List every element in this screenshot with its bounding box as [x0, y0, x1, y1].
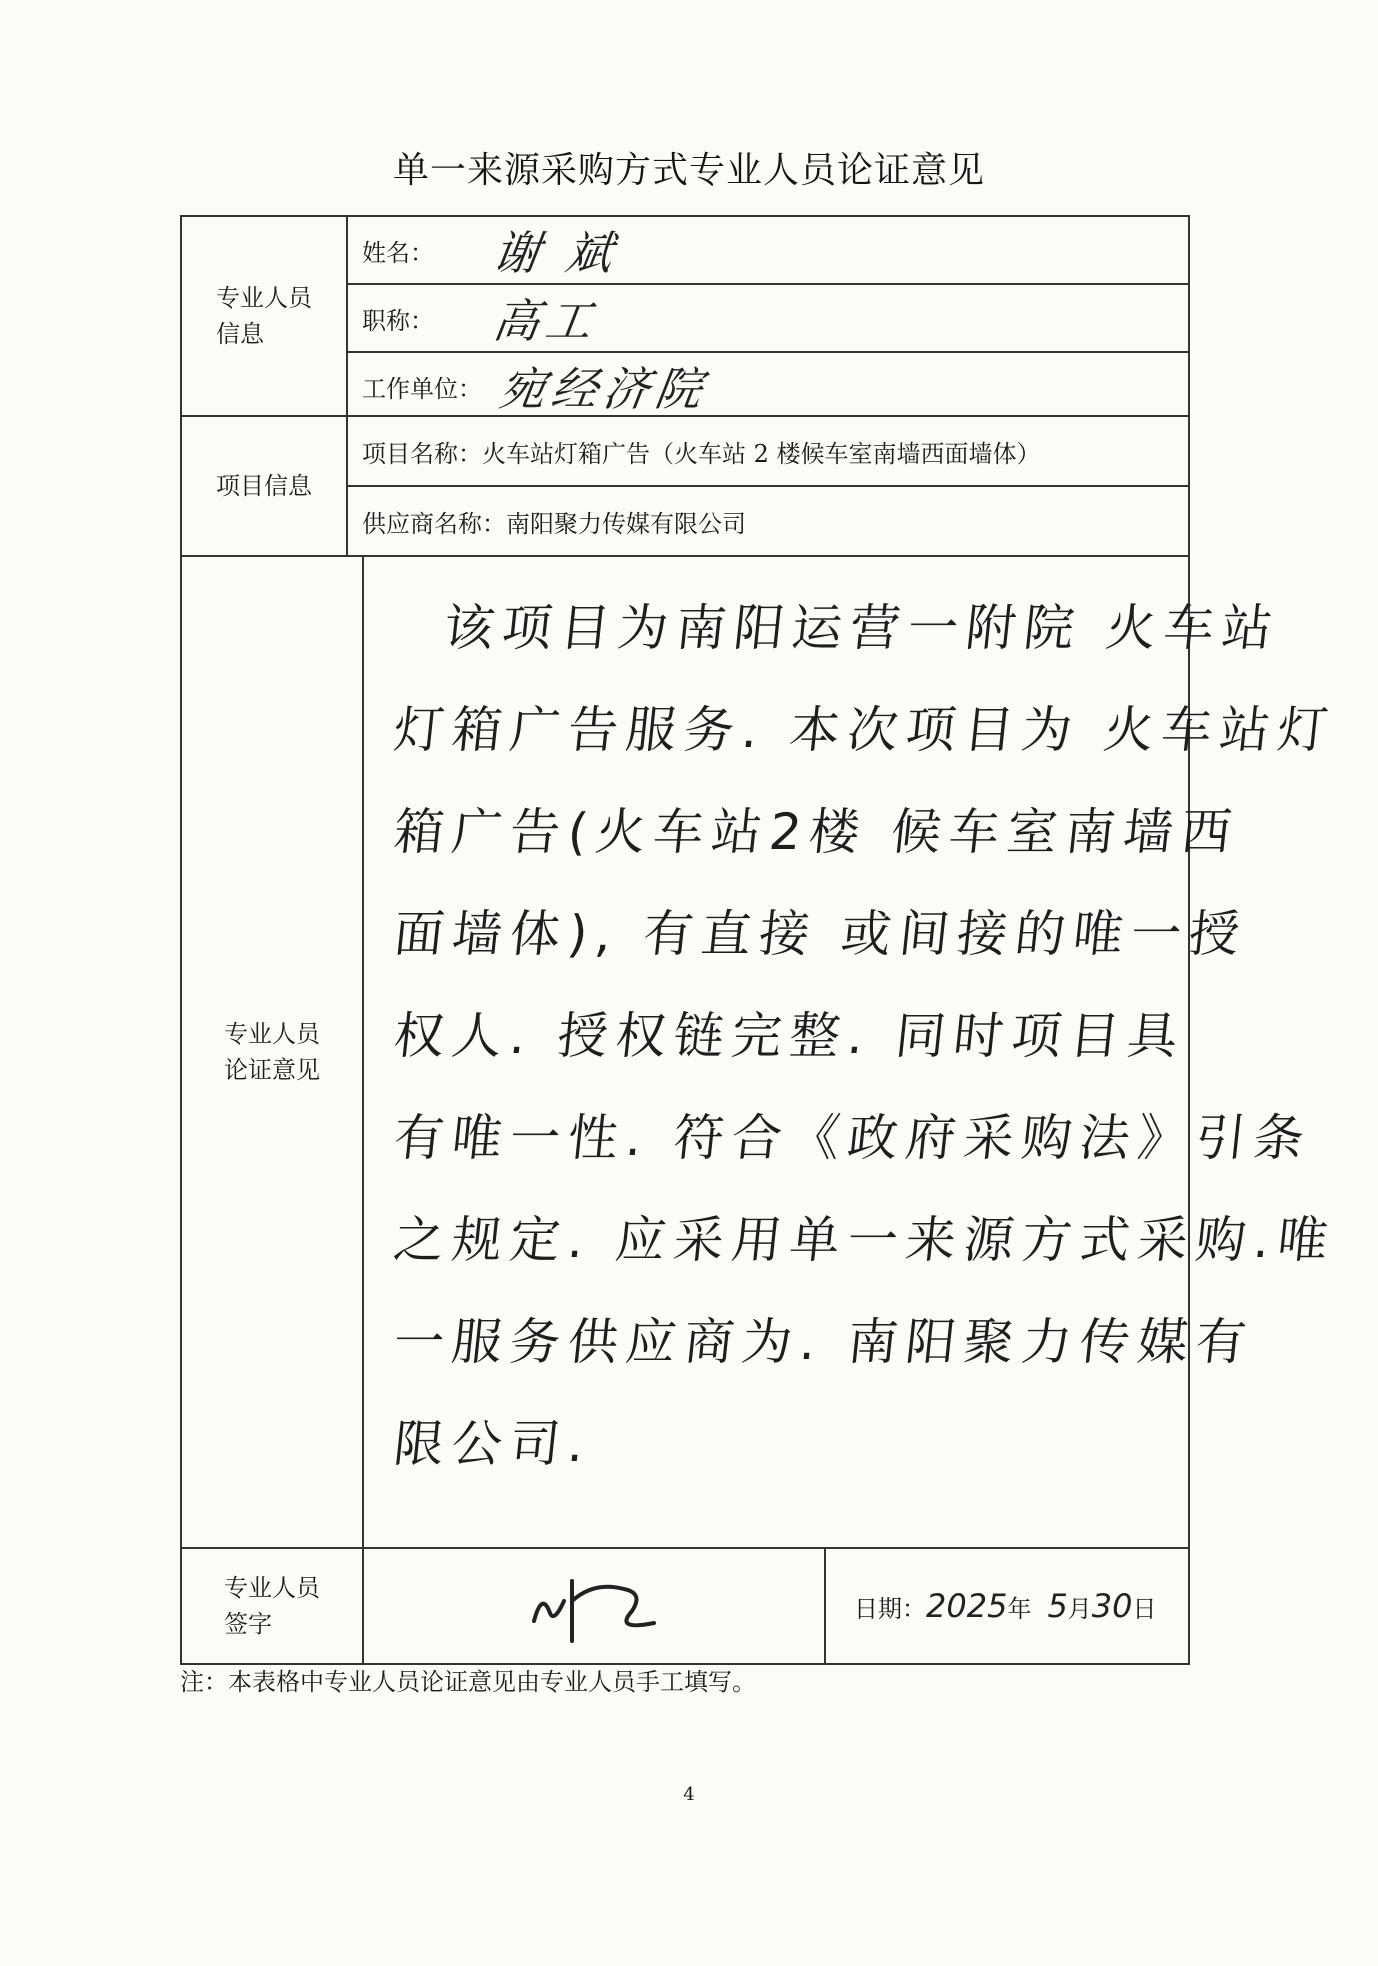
opinion-line: 权人. 授权链完整. 同时项目具: [390, 1007, 1189, 1065]
opinion-line: 灯箱广告服务. 本次项目为 火车站灯: [390, 701, 1339, 759]
project-info-label: [182, 417, 348, 555]
date-year: 2025: [926, 1587, 1008, 1625]
project-info-label-text: 项目信息: [216, 472, 312, 500]
date-cell: [826, 1549, 1188, 1663]
handwritten-signature: [514, 1561, 674, 1651]
date-label: 日期：: [854, 1594, 926, 1623]
date-month: 5: [1047, 1587, 1068, 1625]
supplier-label: 供应商名称：: [362, 509, 506, 538]
project-info-section: [180, 417, 1190, 557]
project-name-label: 项目名称：: [362, 439, 482, 468]
opinion-line: 限公司.: [390, 1415, 595, 1473]
signature-label-text: 专业人员 签字: [224, 1574, 320, 1638]
name-label: 姓名：: [362, 238, 434, 267]
supplier-row: [348, 487, 1188, 555]
project-name-value: 火车站灯箱广告（火车站 2 楼候车室南墙西面墙体）: [482, 439, 1041, 468]
person-info-label-text: 专业人员 信息: [216, 284, 312, 348]
date-day: 30: [1091, 1587, 1133, 1625]
supplier-value: 南阳聚力传媒有限公司: [506, 509, 746, 538]
opinion-text-area: [364, 557, 1339, 1547]
opinion-line: 该项目为南阳运营一附院 火车站: [440, 599, 1283, 657]
opinion-form: [180, 215, 1339, 1665]
unit-row: [348, 353, 1188, 419]
date-year-unit: 年: [1007, 1594, 1032, 1623]
opinion-lines: [390, 577, 1339, 1495]
signature-cell: [364, 1549, 826, 1663]
title-row: [348, 285, 1188, 353]
unit-value: 宛经济院: [495, 362, 712, 416]
opinion-label: [182, 557, 364, 1547]
opinion-line: 之规定. 应采用单一来源方式采购.唯: [390, 1211, 1339, 1269]
page-title: 单一来源采购方式专业人员论证意见: [392, 150, 985, 191]
date-month-unit: 月: [1067, 1594, 1092, 1623]
project-name-row: [348, 417, 1188, 487]
opinion-line: 一服务供应商为. 南阳聚力传媒有: [390, 1313, 1257, 1371]
name-value: 谢 斌: [489, 226, 622, 280]
footnote: 注：本表格中专业人员论证意见由专业人员手工填写。: [180, 1668, 756, 1696]
unit-label: 工作单位：: [362, 374, 482, 403]
opinion-line: 箱广告(火车站2楼 候车室南墙西: [390, 803, 1243, 861]
person-info-section: [180, 215, 1190, 417]
page-number: 4: [683, 1784, 695, 1805]
name-row: [348, 217, 1188, 285]
date-day-unit: 日: [1132, 1594, 1157, 1623]
opinion-label-text: 专业人员 论证意见: [224, 1020, 320, 1084]
title-label: 职称：: [362, 306, 434, 335]
title-value: 高工: [489, 294, 602, 348]
opinion-section: [180, 557, 1339, 1547]
opinion-line: 有唯一性. 符合《政府采购法》引条: [390, 1109, 1315, 1167]
opinion-line: 面墙体), 有直接 或间接的唯一授: [390, 905, 1251, 963]
signature-section: [180, 1547, 1190, 1665]
signature-label: [182, 1549, 364, 1663]
person-info-label: [182, 217, 348, 415]
